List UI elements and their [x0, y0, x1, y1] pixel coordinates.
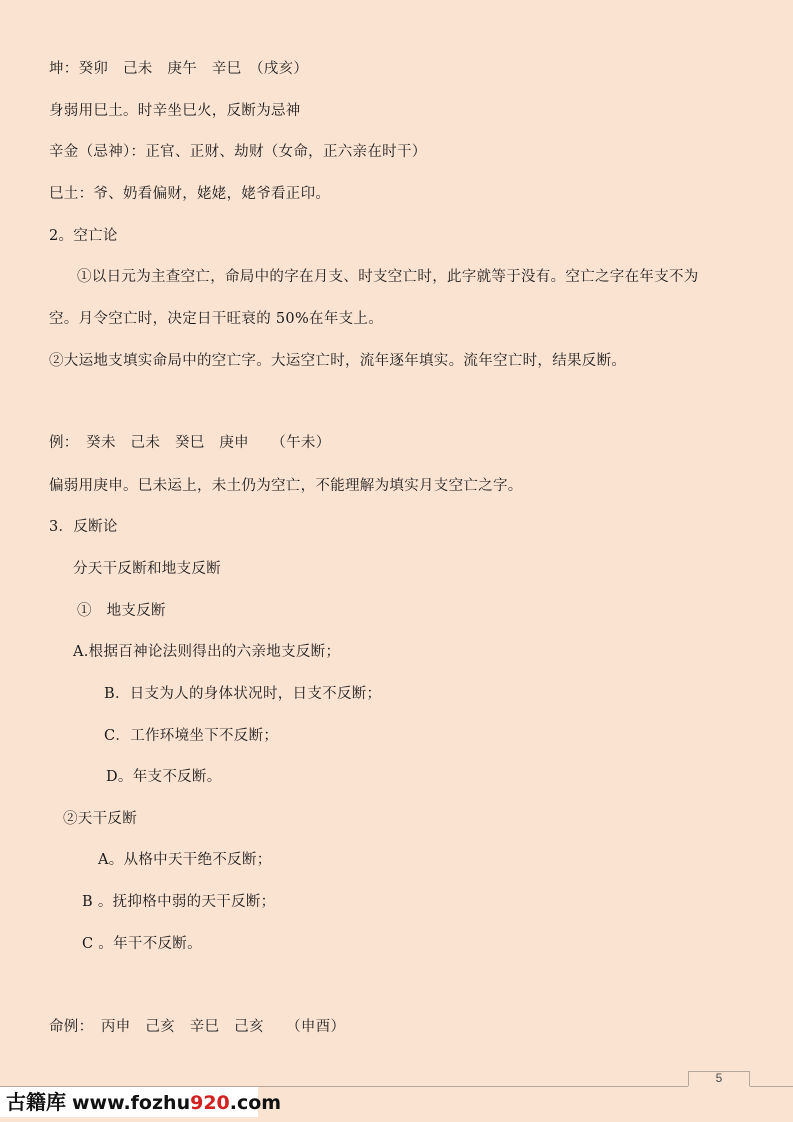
watermark-url-suffix: .com — [229, 1092, 282, 1114]
text-line-3: 辛金（忌神）：正官、正财、劫财（女命，正六亲在时干） — [49, 144, 427, 160]
text-line-4: 巳土：爷、奶看偏财，姥姥，姥爷看正印。 — [49, 186, 331, 202]
page-number: 5 — [715, 1071, 723, 1085]
text-line-14: A.根据百神论法则得出的六亲地支反断； — [73, 644, 341, 660]
text-line-21: C 。年干不反断。 — [82, 936, 202, 952]
text-line-6: ①以日元为主查空亡，命局中的字在月支、时支空亡时，此字就等于没有。空亡之字在年支不为 — [77, 269, 699, 285]
text-line-7: 空。月令空亡时，决定日干旺衰的 50%在年支上。 — [49, 311, 384, 327]
footer-rule-tail — [750, 1086, 793, 1087]
text-line-19: A。从格中天干绝不反断； — [98, 852, 272, 868]
text-line-16: C．工作环境坐下不反断； — [104, 728, 279, 744]
text-line-22: 命例： 丙申 己亥 辛巳 己亥 （申酉） — [49, 1019, 346, 1035]
text-line-20: B 。抚抑格中弱的天干反断； — [82, 894, 276, 910]
watermark-url-prefix: www.fozhu — [72, 1092, 191, 1114]
text-line-1: 坤：癸卯 己未 庚午 辛巳 （戌亥） — [49, 61, 309, 77]
text-line-13: ① 地支反断 — [77, 603, 166, 619]
text-line-18: ②天干反断 — [63, 811, 137, 827]
section-heading-3: 3．反断论 — [49, 519, 118, 535]
text-line-17: D。年支不反断。 — [106, 769, 222, 785]
watermark-url-number: 920 — [190, 1092, 230, 1114]
watermark — [0, 1087, 282, 1117]
section-heading-2: 2。空亡论 — [49, 228, 118, 244]
text-line-8: ②大运地支填实命局中的空亡字。大运空亡时，流年逐年填实。流年空亡时，结果反断。 — [49, 353, 627, 369]
text-line-2: 身弱用巳土。时辛坐巳火，反断为忌神 — [49, 103, 301, 119]
text-line-9: 例： 癸未 己未 癸巳 庚申 （午未） — [49, 435, 331, 451]
watermark-name: 古籍库 — [6, 1090, 66, 1114]
text-line-10: 偏弱用庚申。巳未运上，未土仍为空亡，不能理解为填实月支空亡之字。 — [49, 478, 523, 494]
text-line-12: 分天干反断和地支反断 — [73, 561, 221, 577]
watermark-url — [72, 1092, 281, 1114]
text-line-15: B．日支为人的身体状况时，日支不反断； — [104, 686, 382, 702]
